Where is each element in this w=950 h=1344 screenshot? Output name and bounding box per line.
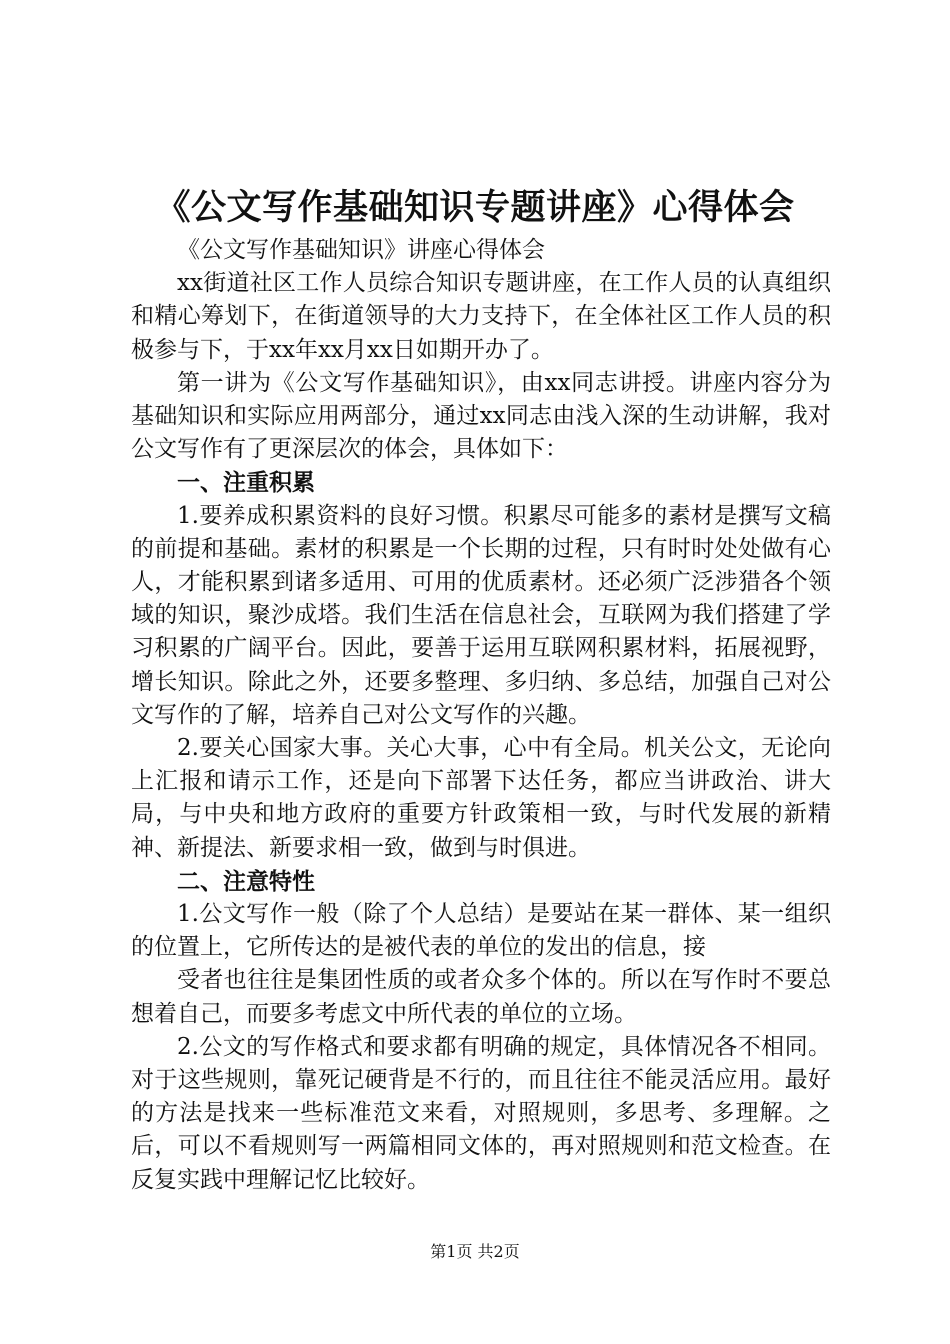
section-heading-characteristics: 二、注意特性 [177,867,315,895]
page-footer: 第1页 共2页 [430,1242,520,1261]
paragraph-characteristics-2: 2.公文的写作格式和要求都有明确的规定，具体情况各不相同。对于这些规则，靠死记硬背是不行的，而且往往不能灵活应用。最好的方法是找来一些标准范文来看，对照规则，多思考、多理解。之后，可以不看规则写一两篇相同文体的，再对照规则和范文检查。在反复实践中理解记忆比较好。 [131,1033,831,1193]
document-title: 《公文写作基础知识专题讲座》心得体会 [155,187,795,228]
section-heading-accumulation: 一、注重积累 [177,469,315,497]
paragraph-characteristics-1: 1.公文写作一般（除了个人总结）是要站在某一群体、某一组织的位置上，它所传达的是被代表的单位的发出的信息，接 [131,901,831,961]
document-subtitle: 《公文写作基础知识》讲座心得体会 [177,237,545,263]
paragraph-intro: xx街道社区工作人员综合知识专题讲座，在工作人员的认真组织和精心筹划下，在街道领导的大力支持下，在全体社区工作人员的积极参与下，于xx年xx月xx日如期开办了。 [131,270,831,363]
paragraph-accumulation-1: 1.要养成积累资料的良好习惯。积累尽可能多的素材是撰写文稿的前提和基础。素材的积累是一个长期的过程，只有时时处处做有心人，才能积累到诸多适用、可用的优质素材。还必须广泛涉猎各个领域的知识，聚沙成塔。我们生活在信息社会，互联网为我们搭建了学习积累的广阔平台。因此，要善于运用互联网积累材料，拓展视野，增长知识。除此之外，还要多整理、多归纳、多总结，加强自己对公文写作的了解，培养自己对公文写作的兴趣。 [131,502,831,728]
paragraph-characteristics-1-cont: 受者也往往是集团性质的或者众多个体的。所以在写作时不要总想着自己，而要多考虑文中所代表的单位的立场。 [131,967,831,1027]
paragraph-accumulation-2: 2.要关心国家大事。关心大事，心中有全局。机关公文，无论向上汇报和请示工作，还是向下部署下达任务，都应当讲政治、讲大局，与中央和地方政府的重要方针政策相一致，与时代发展的新精神、新提法、新要求相一致，做到与时俱进。 [131,735,831,861]
paragraph-lecture-overview: 第一讲为《公文写作基础知识》，由xx同志讲授。讲座内容分为基础知识和实际应用两部分，通过xx同志由浅入深的生动讲解，我对公文写作有了更深层次的体会，具体如下： [131,369,831,463]
document-body [131,234,831,1197]
